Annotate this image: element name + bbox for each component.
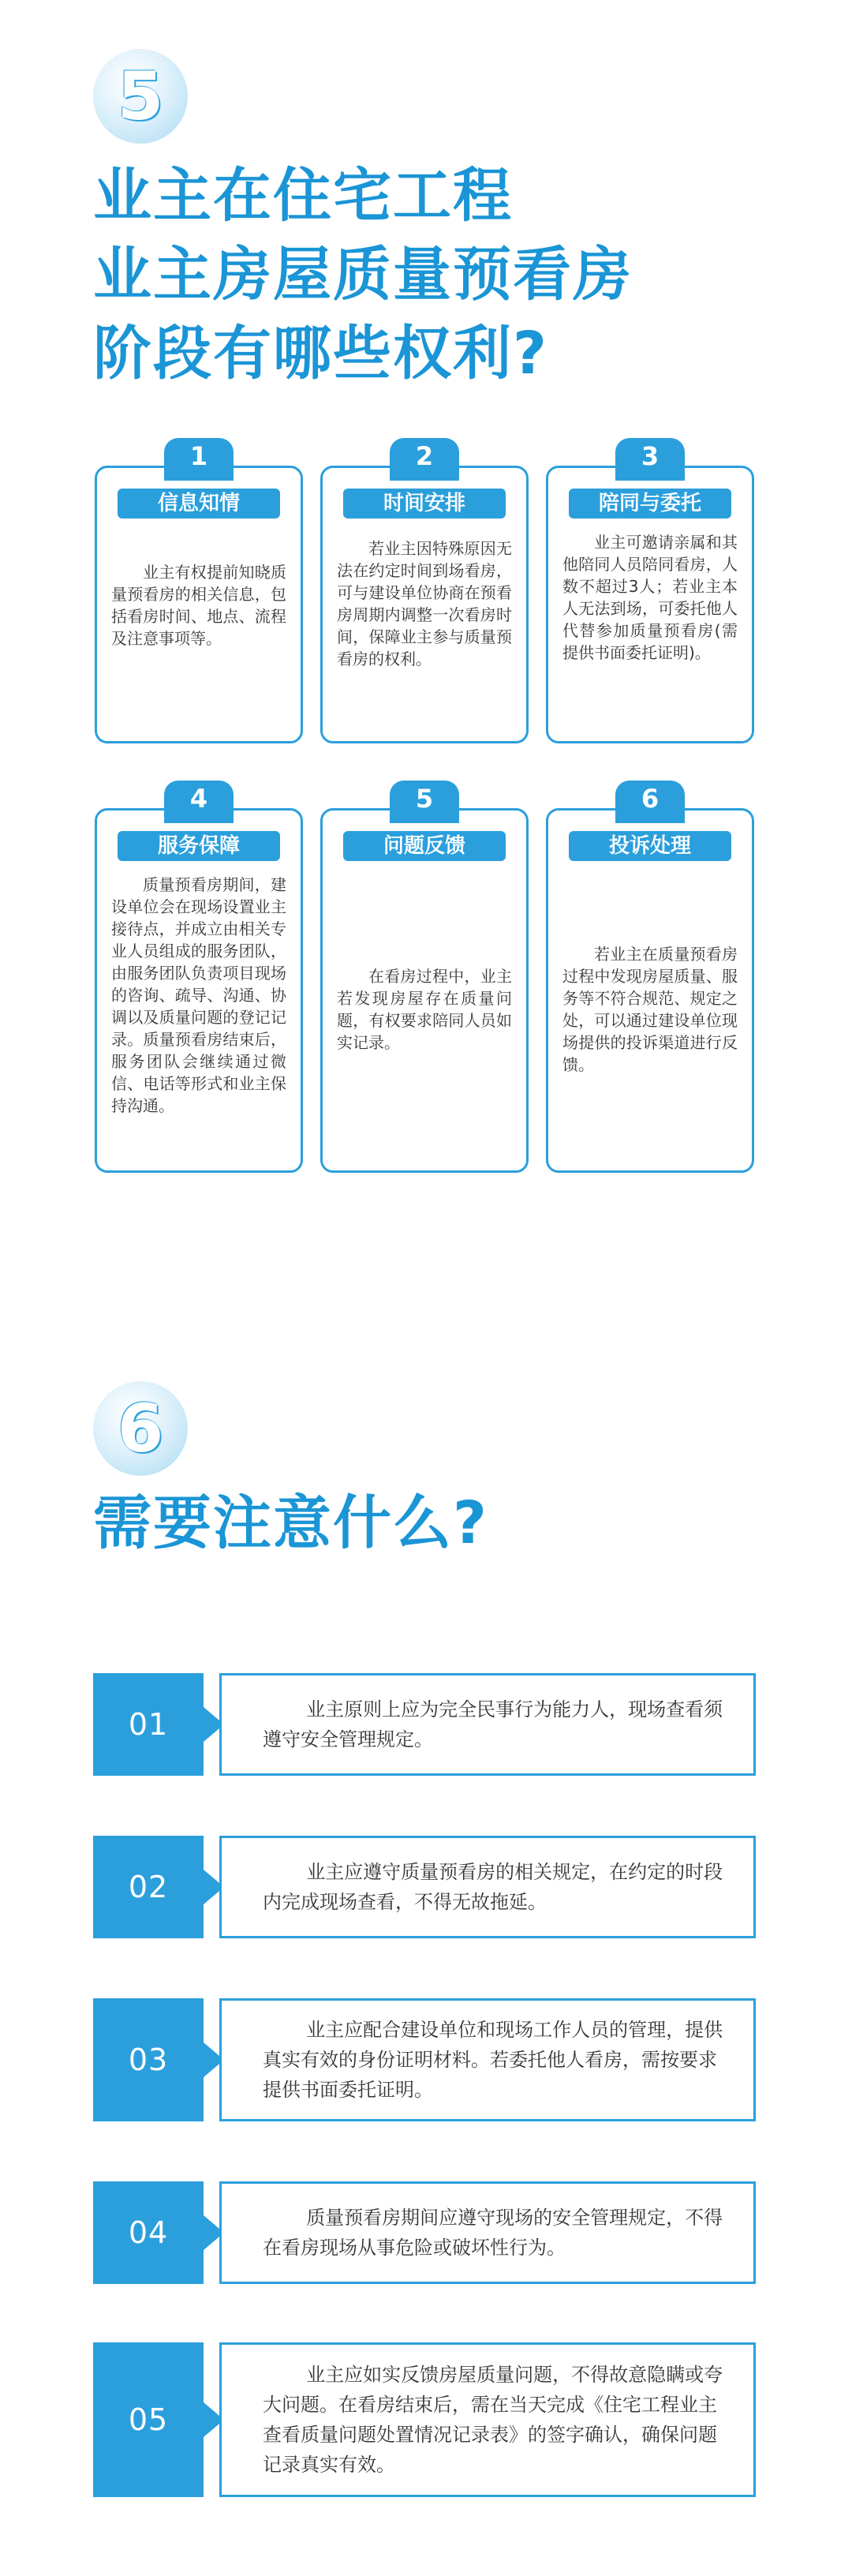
card-text: 若业主因特殊原因无法在约定时间到场看房，可与建设单位协商在预看房周期内调整一次看房时间，保障业主参与质量预看房的权利。 <box>337 539 512 668</box>
note-text: 业主应遵守质量预看房的相关规定，在约定的时段内完成现场查看，不得无故拖延。 <box>263 1861 723 1913</box>
card-text: 业主有权提前知晓质量预看房的相关信息，包括看房时间、地点、流程及注意事项等。 <box>111 563 286 648</box>
note-item-03 <box>93 1998 756 2121</box>
note-item-01 <box>93 1673 756 1776</box>
card-text: 业主可邀请亲属和其他陪同人员陪同看房，人数不超过3人；若业主本人无法到场，可委托他人代替参加质量预看房(需提供书面委托证明)。 <box>562 533 738 662</box>
card-number-tab: 4 <box>164 781 234 823</box>
card-text: 质量预看房期间，建设单位会在现场设置业主接待点，并成立由相关专业人员组成的服务团队，由服务团队负责项目现场的咨询、疏导、沟通、协调以及质量问题的登记记录。质量预看房结束后，服务团队会继续通过微信、电话等形式和业主保持沟通。 <box>111 875 286 1115</box>
card-label: 投诉处理 <box>569 831 731 861</box>
card-label: 信息知情 <box>118 489 280 519</box>
card-number-tab: 3 <box>615 438 685 481</box>
note-number: 02 <box>93 1836 204 1938</box>
card-number-tab: 1 <box>164 438 234 481</box>
card-label: 陪同与委托 <box>569 489 731 519</box>
card-label: 服务保障 <box>118 831 280 861</box>
rights-card-4 <box>95 784 303 1173</box>
section-5-number: 5 <box>117 58 164 135</box>
note-item-05 <box>93 2342 756 2497</box>
note-item-02 <box>93 1836 756 1938</box>
note-text: 业主原则上应为完全民事行为能力人，现场查看须遵守安全管理规定。 <box>263 1698 723 1750</box>
card-label: 问题反馈 <box>343 831 506 861</box>
card-label: 时间安排 <box>343 489 506 519</box>
card-text: 在看房过程中，业主若发现房屋存在质量问题，有权要求陪同人员如实记录。 <box>337 967 512 1052</box>
section-5-number-badge <box>93 49 188 144</box>
rights-card-6 <box>546 784 754 1173</box>
card-number-tab: 6 <box>615 781 685 823</box>
card-text: 若业主在质量预看房过程中发现房屋质量、服务等不符合规范、规定之处，可以通过建设单位现场提供的投诉渠道进行反馈。 <box>562 945 738 1074</box>
card-number-tab: 5 <box>390 781 459 823</box>
section-6-title: 需要注意什么? <box>93 1489 488 1557</box>
note-text: 业主应配合建设单位和现场工作人员的管理，提供真实有效的身份证明材料。若委托他人看房，需按要求提供书面委托证明。 <box>263 2019 723 2101</box>
note-box <box>219 1673 756 1776</box>
section-6-number-badge <box>93 1381 188 1476</box>
note-number: 01 <box>93 1673 204 1776</box>
section-6-number: 6 <box>117 1390 164 1467</box>
note-text: 业主应如实反馈房屋质量问题，不得故意隐瞒或夸大问题。在看房结束后，需在当天完成《住宅工程业主查看质量问题处置情况记录表》的签字确认，确保问题记录真实有效。 <box>263 2364 723 2476</box>
note-item-04 <box>93 2181 756 2284</box>
note-box <box>219 1836 756 1938</box>
note-number: 03 <box>93 1998 204 2121</box>
section-5-title-line-2: 业主房屋质量预看房 <box>93 241 633 309</box>
rights-card-1 <box>95 441 303 743</box>
section-5-title-line-1: 业主在住宅工程 <box>93 162 513 230</box>
rights-card-2 <box>320 441 529 743</box>
rights-card-3 <box>546 441 754 743</box>
note-number: 04 <box>93 2181 204 2284</box>
note-box <box>219 2342 756 2497</box>
card-number-tab: 2 <box>390 438 459 481</box>
note-text: 质量预看房期间应遵守现场的安全管理规定，不得在看房现场从事危险或破坏性行为。 <box>263 2207 723 2259</box>
note-box <box>219 1998 756 2121</box>
section-5-title-line-3: 阶段有哪些权利? <box>93 320 548 388</box>
note-number: 05 <box>93 2342 204 2497</box>
note-box <box>219 2181 756 2284</box>
rights-card-5 <box>320 784 529 1173</box>
